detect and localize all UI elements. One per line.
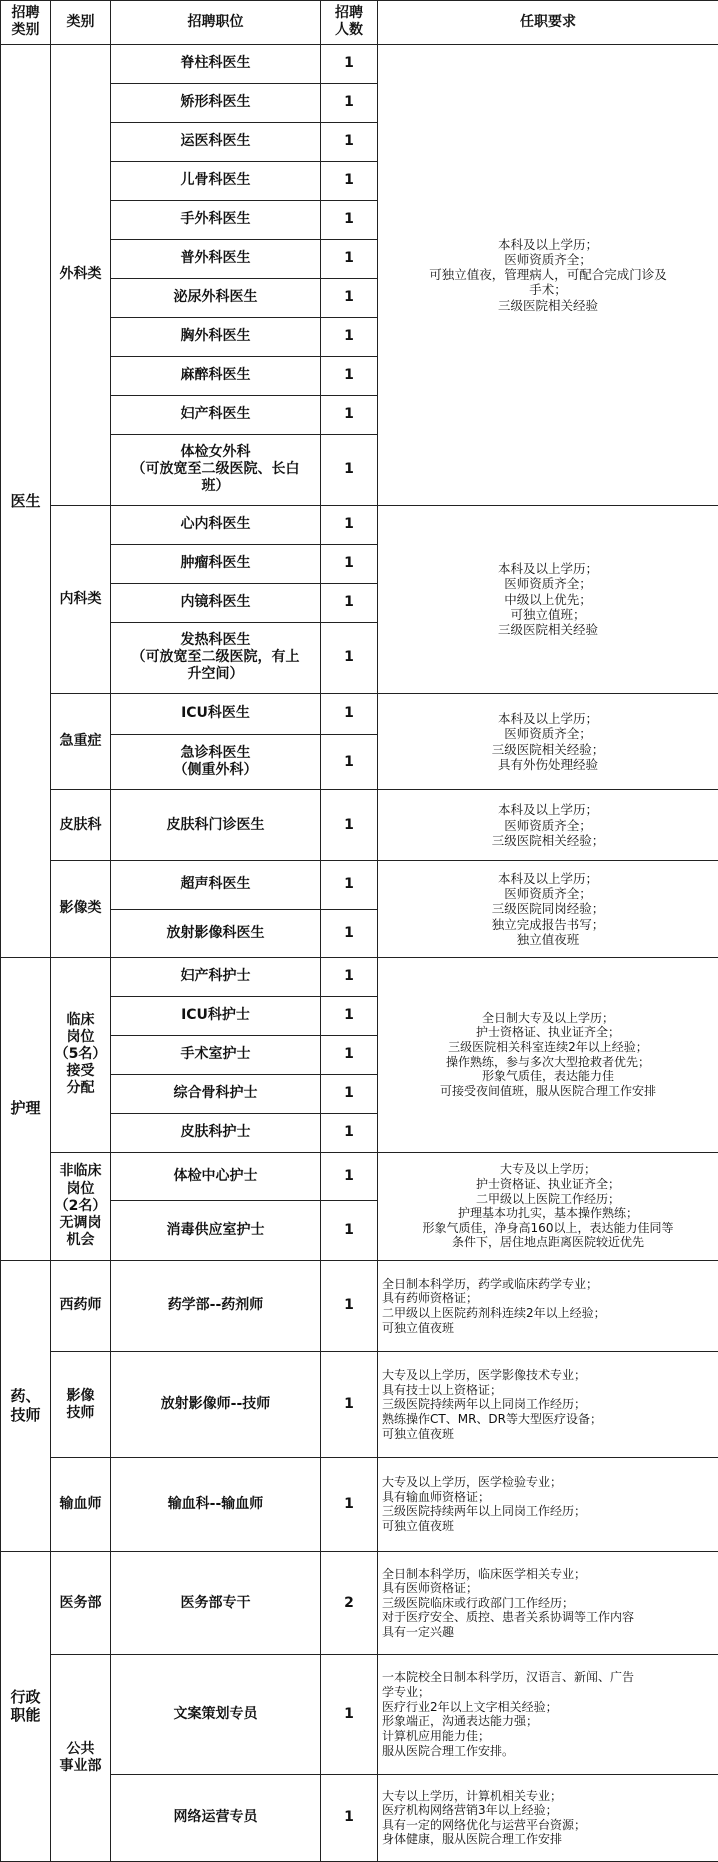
position-cell: 放射影像科医生 (111, 909, 321, 957)
category-cell-imaging: 影像类 (51, 861, 111, 957)
position-cell: 麻醉科医生 (111, 356, 321, 395)
requirements-cell: 本科及以上学历； 医师资质齐全； 三级医院同岗经验； 独立完成报告书写； 独立值夜班 (378, 861, 718, 957)
count-cell: 1 (321, 693, 378, 734)
position-cell: 儿骨科医生 (111, 161, 321, 200)
table-row (1, 693, 718, 734)
position-cell: 急诊科医生 （侧重外科） (111, 735, 321, 790)
requirements-cell: 全日制本科学历，药学或临床药学专业； 具有药师资格证； 二甲级以上医院药剂科连续2年以上经验； 可独立值夜班 (378, 1260, 718, 1352)
position-cell: 妇产科医生 (111, 395, 321, 434)
type-cell-doctor: 医生 (1, 44, 51, 957)
count-cell: 1 (321, 1655, 378, 1774)
table-row (1, 505, 718, 544)
table-row (1, 44, 718, 83)
category-cell-medical: 医务部 (51, 1551, 111, 1654)
type-cell-admin: 行政 职能 (1, 1551, 51, 1861)
count-cell: 1 (321, 1074, 378, 1113)
count-cell: 1 (321, 622, 378, 693)
count-cell: 1 (321, 161, 378, 200)
count-cell: 1 (321, 1152, 378, 1200)
count-cell: 1 (321, 239, 378, 278)
position-cell: 心内科医生 (111, 505, 321, 544)
count-cell: 1 (321, 1200, 378, 1260)
position-cell: ICU科医生 (111, 693, 321, 734)
count-cell: 1 (321, 83, 378, 122)
position-cell: 肿瘤科医生 (111, 544, 321, 583)
position-cell: 综合骨科护士 (111, 1074, 321, 1113)
category-cell-public: 公共 事业部 (51, 1655, 111, 1862)
requirements-cell: 本科及以上学历； 医师资质齐全； 三级医院相关经验； 具有外伤处理经验 (378, 693, 718, 789)
position-cell: 运医科医生 (111, 122, 321, 161)
position-cell: 输血科--输血师 (111, 1457, 321, 1551)
header-count: 招聘 人数 (321, 1, 378, 45)
position-cell: 妇产科护士 (111, 957, 321, 996)
requirements-cell: 全日制大专及以上学历； 护士资格证、执业证齐全； 三级医院相关科室连续2年以上经验； 操作熟练，参与多次大型抢救者优先； 形象气质佳，表达能力佳 可接受夜间值班，服从医院合理工作安排 (378, 957, 718, 1152)
count-cell: 1 (321, 996, 378, 1035)
requirements-cell: 本科及以上学历； 医师资质齐全； 可独立值夜，管理病人，可配合完成门诊及 手术； 三级医院相关经验 (378, 44, 718, 505)
count-cell: 1 (321, 122, 378, 161)
requirements-cell: 全日制本科学历，临床医学相关专业； 具有医师资格证； 三级医院临床或行政部门工作经历； 对于医疗安全、质控、患者关系协调等工作内容 具有一定兴趣 (378, 1551, 718, 1654)
position-cell: 放射影像师--技师 (111, 1352, 321, 1458)
count-cell: 1 (321, 583, 378, 622)
count-cell: 1 (321, 909, 378, 957)
position-cell: 药学部--药剂师 (111, 1260, 321, 1352)
count-cell: 1 (321, 544, 378, 583)
requirements-cell: 本科及以上学历； 医师资质齐全； 中级以上优先； 可独立值班； 三级医院相关经验 (378, 505, 718, 693)
count-cell: 1 (321, 1457, 378, 1551)
category-cell-imagingtech: 影像 技师 (51, 1352, 111, 1458)
requirements-cell: 大专以上学历，计算机相关专业； 医疗机构网络营销3年以上经验； 具有一定的网络优化与运营平台资源； 身体健康，服从医院合理工作安排 (378, 1774, 718, 1861)
table-row (1, 1551, 718, 1654)
position-cell: 消毒供应室护士 (111, 1200, 321, 1260)
requirements-cell: 大专及以上学历，医学检验专业； 具有输血师资格证； 三级医院持续两年以上同岗工作经历； 可独立值夜班 (378, 1457, 718, 1551)
position-cell: 发热科医生 （可放宽至二级医院，有上 升空间） (111, 622, 321, 693)
table-row (1, 1655, 718, 1774)
count-cell: 1 (321, 434, 378, 505)
count-cell: 1 (321, 505, 378, 544)
count-cell: 1 (321, 1774, 378, 1861)
count-cell: 1 (321, 44, 378, 83)
count-cell: 1 (321, 790, 378, 861)
category-cell-blood: 输血师 (51, 1457, 111, 1551)
position-cell: 体检中心护士 (111, 1152, 321, 1200)
count-cell: 1 (321, 1260, 378, 1352)
position-cell: 文案策划专员 (111, 1655, 321, 1774)
table-row (1, 1457, 718, 1551)
requirements-cell: 大专及以上学历； 护士资格证、执业证齐全； 二甲级以上医院工作经历； 护理基本功扎实，基本操作熟练； 形象气质佳，净身高160以上，表达能力佳同等 条件下，居住地点距离医院较近优先 (378, 1152, 718, 1260)
requirements-cell: 一本院校全日制本科学历，汉语言、新闻、广告 学专业； 医疗行业2年以上文字相关经验； 形象端正，沟通表达能力强； 计算机应用能力佳； 服从医院合理工作安排。 (378, 1655, 718, 1774)
position-cell: 脊柱科医生 (111, 44, 321, 83)
header-category: 类别 (51, 1, 111, 45)
category-cell-western: 西药师 (51, 1260, 111, 1352)
header-requirements: 任职要求 (378, 1, 718, 45)
position-cell: 泌尿外科医生 (111, 278, 321, 317)
table-row (1, 861, 718, 909)
table-row (1, 1260, 718, 1352)
category-cell-internal: 内科类 (51, 505, 111, 693)
position-cell: 内镜科医生 (111, 583, 321, 622)
category-cell-surgery: 外科类 (51, 44, 111, 505)
count-cell: 1 (321, 861, 378, 909)
position-cell: 皮肤科门诊医生 (111, 790, 321, 861)
count-cell: 1 (321, 356, 378, 395)
count-cell: 1 (321, 1352, 378, 1458)
count-cell: 1 (321, 1113, 378, 1152)
table-row (1, 957, 718, 996)
position-cell: 胸外科医生 (111, 317, 321, 356)
requirements-cell: 大专及以上学历，医学影像技术专业； 具有技士以上资格证； 三级医院持续两年以上同岗工作经历； 熟练操作CT、MR、DR等大型医疗设备； 可独立值夜班 (378, 1352, 718, 1458)
position-cell: 普外科医生 (111, 239, 321, 278)
position-cell: 超声科医生 (111, 861, 321, 909)
category-cell-clinical: 临床 岗位 （5名） 接受 分配 (51, 957, 111, 1152)
requirements-cell: 本科及以上学历； 医师资质齐全； 三级医院相关经验； (378, 790, 718, 861)
position-cell: 网络运营专员 (111, 1774, 321, 1861)
count-cell: 1 (321, 735, 378, 790)
count-cell: 2 (321, 1551, 378, 1654)
type-cell-nursing: 护理 (1, 957, 51, 1260)
count-cell: 1 (321, 1035, 378, 1074)
table-row (1, 1352, 718, 1458)
table-row (1, 1152, 718, 1200)
category-cell-nonclinical: 非临床 岗位 （2名） 无调岗 机会 (51, 1152, 111, 1260)
category-cell-emergency: 急重症 (51, 693, 111, 789)
position-cell: 手外科医生 (111, 200, 321, 239)
position-cell: 体检女外科 （可放宽至二级医院、长白 班） (111, 434, 321, 505)
table-row (1, 790, 718, 861)
count-cell: 1 (321, 317, 378, 356)
count-cell: 1 (321, 395, 378, 434)
position-cell: 皮肤科护士 (111, 1113, 321, 1152)
count-cell: 1 (321, 957, 378, 996)
category-cell-derm: 皮肤科 (51, 790, 111, 861)
position-cell: ICU科护士 (111, 996, 321, 1035)
position-cell: 矫形科医生 (111, 83, 321, 122)
type-cell-pharma: 药、 技师 (1, 1260, 51, 1551)
position-cell: 手术室护士 (111, 1035, 321, 1074)
count-cell: 1 (321, 200, 378, 239)
header-row (1, 1, 718, 45)
position-cell: 医务部专干 (111, 1551, 321, 1654)
header-position: 招聘职位 (111, 1, 321, 45)
count-cell: 1 (321, 278, 378, 317)
header-type: 招聘 类别 (1, 1, 51, 45)
